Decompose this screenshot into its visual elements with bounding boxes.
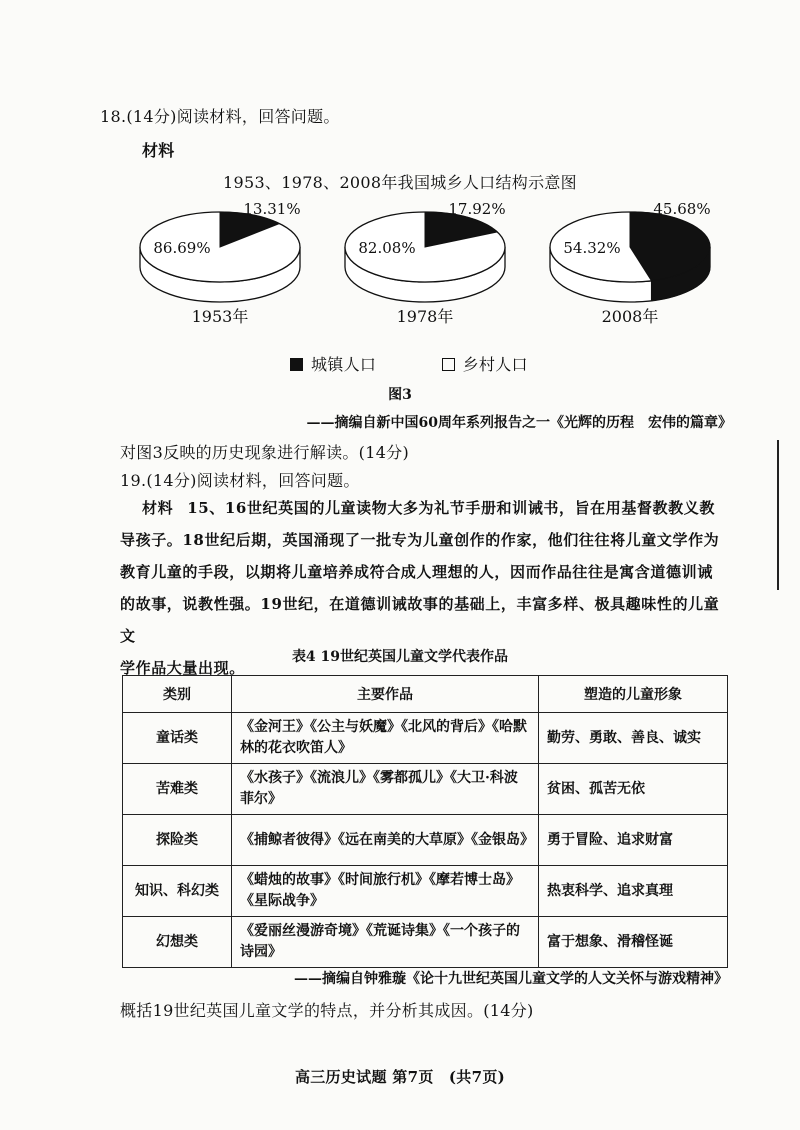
material-line-1: 材料 15、16世纪英国的儿童读物大多为礼节手册和训诫书，旨在用基督教教义教 (142, 499, 715, 517)
label-rural-2: 82.08% (358, 239, 416, 257)
table-caption: 表4 19世纪英国儿童文学代表作品 (291, 649, 509, 665)
q18-heading: 18.(14分)阅读材料，回答问题。 (100, 107, 340, 126)
header-works: 主要作品 (232, 676, 539, 713)
q19-source: ——摘编自钟雅璇《论十九世纪英国儿童文学的人文关怀与游戏精神》 (294, 971, 728, 987)
q18-task: 对图3反映的历史现象进行解读。(14分) (120, 443, 410, 462)
q19-task: 概括19世纪英国儿童文学的特点，并分析其成因。(14分) (120, 1001, 534, 1020)
legend-urban: 城镇人口 (290, 355, 376, 374)
label-urban-1: 13.31% (243, 200, 301, 218)
label-year-3: 2008年 (601, 307, 659, 326)
label-urban-3: 45.68% (653, 200, 711, 218)
works-table (122, 675, 728, 968)
cell-works: 《蜡烛的故事》《时间旅行机》《摩若博士岛》《星际战争》 (232, 866, 539, 917)
cell-image: 贫困、孤苦无依 (539, 764, 728, 815)
cell-category: 童话类 (123, 713, 232, 764)
legend-rural-swatch (442, 358, 455, 371)
label-rural-1: 86.69% (153, 239, 211, 257)
cell-works: 《爱丽丝漫游奇境》《荒诞诗集》《一个孩子的诗园》 (232, 917, 539, 968)
label-year-1: 1953年 (191, 307, 249, 326)
cell-works: 《水孩子》《流浪儿》《雾都孤儿》《大卫·科波菲尔》 (232, 764, 539, 815)
table-row (123, 713, 728, 764)
cell-works: 《捕鲸者彼得》《远在南美的大草原》《金银岛》 (232, 815, 539, 866)
table-row (123, 866, 728, 917)
label-year-2: 1978年 (396, 307, 454, 326)
material-line-3: 教育儿童的手段，以期将儿童培养成符合成人理想的人，因而作品往往是寓含道德训诫 (120, 563, 713, 581)
q19-heading: 19.(14分)阅读材料，回答问题。 (120, 471, 360, 490)
cell-category: 探险类 (123, 815, 232, 866)
chart-legend (290, 352, 528, 375)
legend-rural: 乡村人口 (442, 355, 528, 374)
q18-material-label: 材料 (142, 141, 175, 160)
material-line-4: 的故事，说教性强。19世纪，在道德训诫故事的基础上，丰富多样、极具趣味性的儿童文 (120, 595, 720, 645)
page-footer: 高三历史试题 第7页 (共7页) (294, 1068, 506, 1086)
cell-image: 勤劳、勇敢、善良、诚实 (539, 713, 728, 764)
cell-category: 苦难类 (123, 764, 232, 815)
cell-image: 热衷科学、追求真理 (539, 866, 728, 917)
scan-edge-line (777, 440, 779, 590)
legend-urban-swatch (290, 358, 303, 371)
q18-source: ——摘编自新中国60周年系列报告之一《光辉的历程 宏伟的篇章》 (306, 415, 732, 431)
cell-works: 《金河王》《公主与妖魔》《北风的背后》《哈默林的花衣吹笛人》 (232, 713, 539, 764)
table-header-row (123, 676, 728, 713)
material-line-5: 学作品大量出现。 (120, 659, 245, 677)
chart-title: 1953、1978、2008年我国城乡人口结构示意图 (223, 173, 577, 192)
label-urban-2: 17.92% (448, 200, 506, 218)
cell-category: 知识、科幻类 (123, 866, 232, 917)
table-row (123, 764, 728, 815)
cell-image: 勇于冒险、追求财富 (539, 815, 728, 866)
header-image: 塑造的儿童形象 (539, 676, 728, 713)
table-row (123, 815, 728, 866)
material-line-2: 导孩子。18世纪后期，英国涌现了一批专为儿童创作的作家，他们往往将儿童文学作为 (120, 531, 720, 549)
cell-image: 富于想象、滑稽怪诞 (539, 917, 728, 968)
header-category: 类别 (123, 676, 232, 713)
population-pie-charts (120, 195, 711, 345)
cell-category: 幻想类 (123, 917, 232, 968)
label-rural-3: 54.32% (563, 239, 621, 257)
table-row (123, 917, 728, 968)
figure-label: 图3 (388, 387, 412, 403)
